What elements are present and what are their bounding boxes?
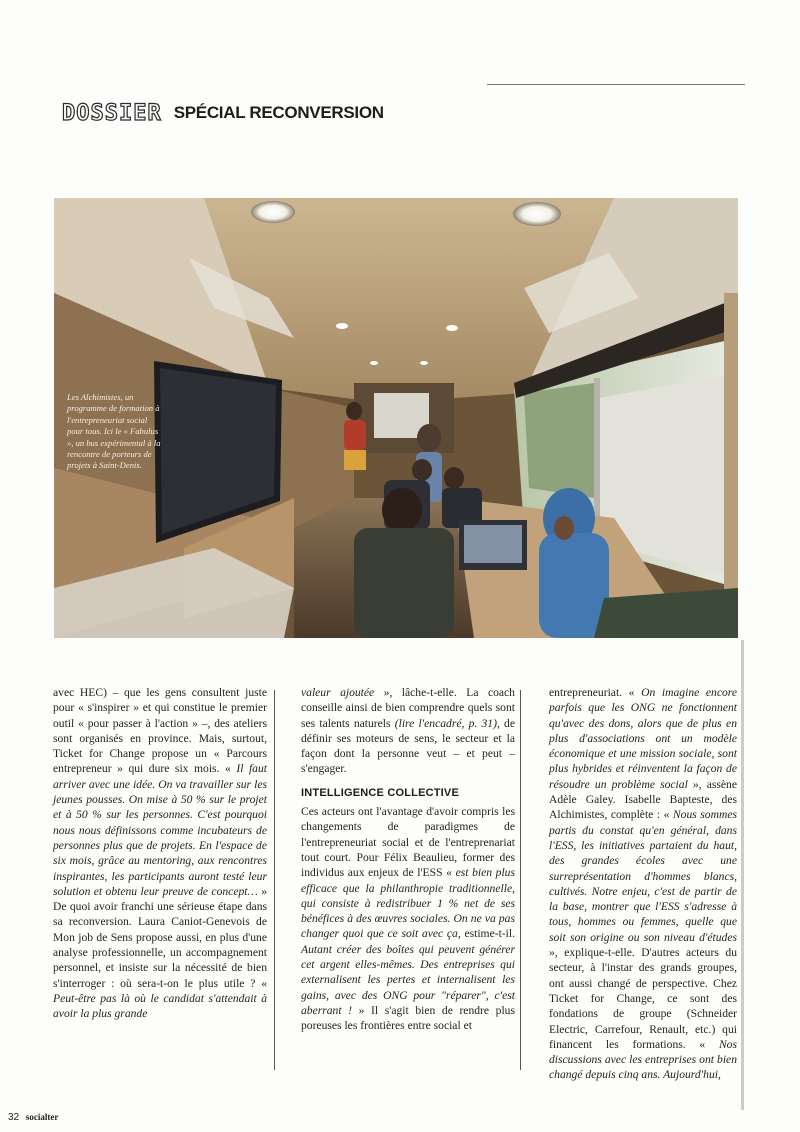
- paragraph: [549, 685, 737, 1083]
- text-run: avec HEC) – que les gens consultent juste pour « s'inspirer » et qui constitue le premier outil « pour passer à l'action » –, des ateliers sont organisés en province. Mais, surtout, Ticket for Change propose un « Parcours entrepreneur » qui dure six mois. «: [53, 686, 267, 776]
- quote-text: valeur ajoutée: [301, 686, 375, 699]
- text-run: », explique-t-elle. D'autres acteurs du secteur, à l'instar des grands groupes, ont aussi changé de perspective. Chez Ticket for Change, ce sont des fondations de groupe (Schneider Electric, Carrefour, Renault, etc.) qui financent les formations. «: [549, 946, 737, 1051]
- article-column-1: [53, 685, 267, 1022]
- quote-text: est bien plus efficace que la philanthropie traditionnelle, qui consiste à redistribuer 1 % net de ses bénéfices à des œuvres sociales. On ne va pas changer quoi que ce soit avec ça,: [301, 866, 515, 941]
- quote-text: Autant créer des boîtes qui peuvent générer cet argent elles-mêmes. Des entreprises qui externalisent les pertes et internalisent les gains, avec des ONG pour "réparer", c'est aberrant !: [301, 942, 515, 1017]
- section-label: DOSSIER: [62, 100, 162, 126]
- column-divider: [520, 690, 521, 1070]
- text-run: », lâche-t-elle. La coach conseille ainsi de bien comprendre quels sont ses talents naturels: [301, 686, 515, 730]
- quote-text: On imagine encore parfois que les ONG ne fonctionnent qu'avec des dons, alors que de plus en plus d'associations ont un modèle économique et une mission sociale, sont plus hybrides et réinventent la façon de résoudre un problème social: [549, 686, 737, 791]
- article-column-3: [549, 685, 737, 1083]
- reference-text: (lire l'encadré, p. 31): [394, 716, 497, 730]
- text-run: estime-t-il.: [460, 927, 515, 941]
- text-run: , de définir ses moteurs de sens, le secteur et la façon dont la personne veut – et peut – s'engager.: [301, 716, 515, 776]
- text-run: » De quoi avoir franchi une sérieuse étape dans sa reconversion. Laura Caniot-Genevois de Mon job de Sens propose aussi, en plus d'une analyse professionnelle, un accompagnement personnel, et insiste sur la nécessité de bien s'interroger : où sera-t-on le plus utile ? «: [53, 884, 267, 990]
- text-run: entrepreneuriat. «: [549, 686, 642, 699]
- section-header: [62, 97, 384, 129]
- paragraph: [301, 804, 515, 1033]
- section-title: SPÉCIAL RECONVERSION: [173, 103, 384, 122]
- magazine-name: socialter: [25, 1112, 59, 1122]
- page-number: 32: [8, 1112, 20, 1123]
- text-run: Ces acteurs ont l'avantage d'avoir compris les changements de paradigmes de l'entrepreneuriat social et de l'entreprenariat tout court. Pour Félix Beaulieu, former des individus aux enjeux de l'ESS «: [301, 805, 515, 880]
- text-run: » Il s'agit bien de rendre plus poreuses les frontières entre social et: [301, 1003, 515, 1033]
- subheading: INTELLIGENCE COLLECTIVE: [301, 786, 459, 799]
- page-footer: [8, 1112, 58, 1123]
- article-column-2: [301, 685, 515, 1034]
- quote-text: Nous sommes partis du constat qu'en général, dans l'ESS, les initiatives partaient du haut, des grandes écoles avec une surreprésentation d'hommes blancs, cultivés. Notre enjeu, c'est de partir de la base, montrer que l'ESS s'adresse à tous, hommes ou femmes, quelle que soit son origine ou son niveau d'études: [549, 808, 738, 944]
- top-rule: [487, 84, 745, 85]
- page-edge: [741, 640, 744, 1110]
- paragraph: [301, 685, 515, 777]
- text-run: », assène Adèle Galey. Isabelle Bapteste, des Alchimistes, complète : «: [549, 777, 737, 822]
- paragraph: [53, 685, 267, 1022]
- column-divider: [274, 690, 275, 1070]
- photo-caption: Les Alchimistes, un programme de formation à l'entrepreneuriat social pour tous. Ici le « Fabulus », un bus expérimental à la rencontre de porteurs de projets à Saint-Denis.: [67, 392, 161, 471]
- quote-text: Il faut arriver avec une idée. On va travailler sur les jeunes pousses. On mise à 50 % sur le projet et à 50 % sur les personnes. C'est pourquoi nous nous définissons comme incubateurs de personnes plus que de projets. En l'espace de six mois, grâce au mentoring, aux rencontres inspirantes, les participants auront testé leur solution et obtenu leur preuve de concept…: [53, 762, 267, 898]
- quote-text: Peut-être pas là où le candidat s'attendait à avoir la plus grande: [53, 991, 267, 1021]
- quote-text: Nos discussions avec les entreprises ont bien changé depuis cinq ans. Aujourd'hui,: [549, 1037, 737, 1082]
